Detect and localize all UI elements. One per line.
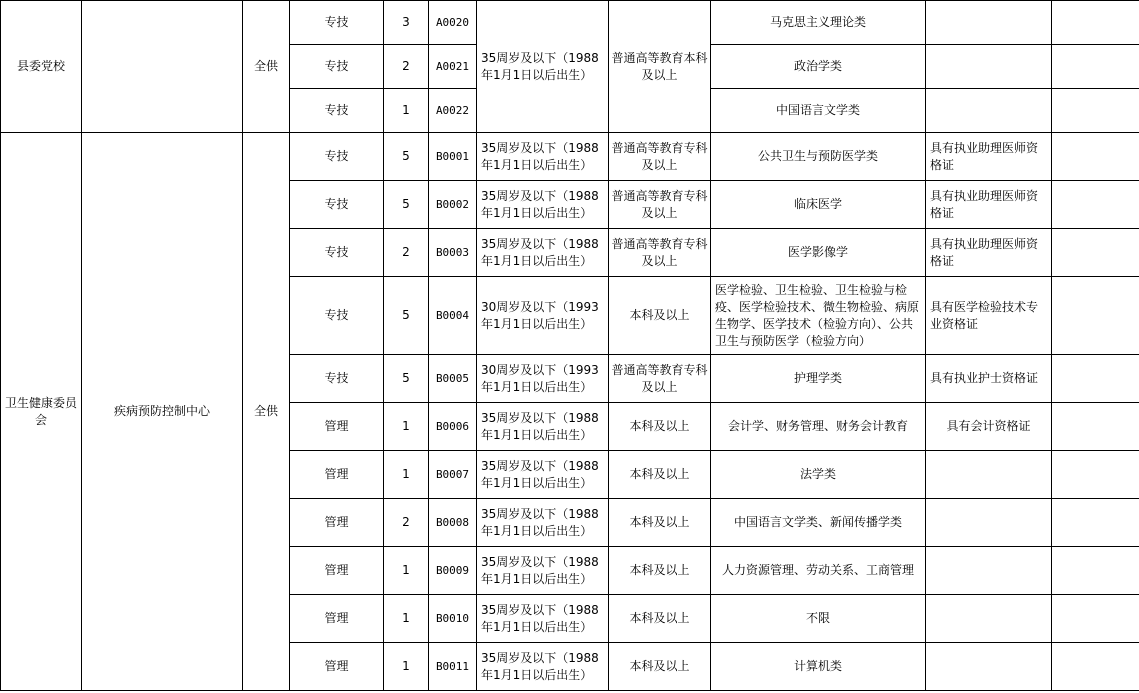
post-code-cell: B0007	[429, 451, 477, 499]
education-cell: 普通高等教育专科及以上	[609, 355, 711, 403]
post-type-cell: 管理	[290, 403, 384, 451]
certificate-cell	[926, 643, 1052, 691]
age-requirement-cell: 35周岁及以下（1988年1月1日以后出生）	[477, 229, 609, 277]
unit-cell: 县委党校	[1, 1, 82, 133]
note-cell	[1052, 277, 1139, 355]
post-code-cell: A0021	[429, 45, 477, 89]
education-cell: 普通高等教育专科及以上	[609, 133, 711, 181]
post-code-cell: B0005	[429, 355, 477, 403]
major-cell: 护理学类	[711, 355, 926, 403]
supply-cell: 全供	[243, 133, 290, 691]
education-cell: 本科及以上	[609, 643, 711, 691]
education-cell: 普通高等教育专科及以上	[609, 181, 711, 229]
post-type-cell: 专技	[290, 133, 384, 181]
certificate-cell	[926, 595, 1052, 643]
headcount-cell: 5	[384, 181, 429, 229]
age-requirement-cell: 35周岁及以下（1988年1月1日以后出生）	[477, 181, 609, 229]
post-type-cell: 管理	[290, 499, 384, 547]
education-cell: 本科及以上	[609, 499, 711, 547]
certificate-cell	[926, 499, 1052, 547]
table-row	[1, 1, 1139, 45]
headcount-cell: 2	[384, 45, 429, 89]
post-type-cell: 专技	[290, 181, 384, 229]
post-type-cell: 管理	[290, 451, 384, 499]
note-cell	[1052, 643, 1139, 691]
certificate-cell: 具有执业助理医师资格证	[926, 229, 1052, 277]
age-requirement-cell: 35周岁及以下（1988年1月1日以后出生）	[477, 403, 609, 451]
age-requirement-cell: 30周岁及以下（1993年1月1日以后出生）	[477, 355, 609, 403]
headcount-cell: 1	[384, 451, 429, 499]
department-cell	[82, 1, 243, 133]
note-cell	[1052, 403, 1139, 451]
certificate-cell: 具有医学检验技术专业资格证	[926, 277, 1052, 355]
age-requirement-cell: 35周岁及以下（1988年1月1日以后出生）	[477, 643, 609, 691]
headcount-cell: 2	[384, 229, 429, 277]
headcount-cell: 1	[384, 595, 429, 643]
certificate-cell	[926, 89, 1052, 133]
post-type-cell: 专技	[290, 45, 384, 89]
certificate-cell: 具有执业助理医师资格证	[926, 181, 1052, 229]
major-cell: 医学影像学	[711, 229, 926, 277]
certificate-cell	[926, 1, 1052, 45]
age-requirement-cell: 35周岁及以下（1988年1月1日以后出生）	[477, 451, 609, 499]
major-cell: 会计学、财务管理、财务会计教育	[711, 403, 926, 451]
headcount-cell: 1	[384, 643, 429, 691]
note-cell	[1052, 229, 1139, 277]
headcount-cell: 1	[384, 403, 429, 451]
age-requirement-cell: 35周岁及以下（1988年1月1日以后出生）	[477, 547, 609, 595]
headcount-cell: 1	[384, 89, 429, 133]
post-code-cell: B0009	[429, 547, 477, 595]
post-type-cell: 管理	[290, 547, 384, 595]
note-cell	[1052, 89, 1139, 133]
major-cell: 人力资源管理、劳动关系、工商管理	[711, 547, 926, 595]
note-cell	[1052, 1, 1139, 45]
post-code-cell: B0002	[429, 181, 477, 229]
headcount-cell: 5	[384, 133, 429, 181]
note-cell	[1052, 547, 1139, 595]
major-cell: 计算机类	[711, 643, 926, 691]
age-requirement-cell: 35周岁及以下（1988年1月1日以后出生）	[477, 1, 609, 133]
post-code-cell: B0003	[429, 229, 477, 277]
post-type-cell: 专技	[290, 1, 384, 45]
note-cell	[1052, 181, 1139, 229]
education-cell: 本科及以上	[609, 547, 711, 595]
table-body	[1, 1, 1139, 691]
education-cell: 本科及以上	[609, 277, 711, 355]
post-code-cell: B0004	[429, 277, 477, 355]
post-code-cell: B0008	[429, 499, 477, 547]
note-cell	[1052, 595, 1139, 643]
note-cell	[1052, 451, 1139, 499]
table-row	[1, 133, 1139, 181]
age-requirement-cell: 30周岁及以下（1993年1月1日以后出生）	[477, 277, 609, 355]
major-cell: 中国语言文学类、新闻传播学类	[711, 499, 926, 547]
post-type-cell: 管理	[290, 643, 384, 691]
certificate-cell: 具有执业护士资格证	[926, 355, 1052, 403]
headcount-cell: 2	[384, 499, 429, 547]
post-type-cell: 专技	[290, 277, 384, 355]
note-cell	[1052, 133, 1139, 181]
department-cell: 疾病预防控制中心	[82, 133, 243, 691]
education-cell: 普通高等教育专科及以上	[609, 229, 711, 277]
major-cell: 中国语言文学类	[711, 89, 926, 133]
major-cell: 政治学类	[711, 45, 926, 89]
post-code-cell: B0001	[429, 133, 477, 181]
age-requirement-cell: 35周岁及以下（1988年1月1日以后出生）	[477, 499, 609, 547]
post-code-cell: B0006	[429, 403, 477, 451]
post-type-cell: 管理	[290, 595, 384, 643]
headcount-cell: 1	[384, 547, 429, 595]
major-cell: 法学类	[711, 451, 926, 499]
education-cell: 本科及以上	[609, 403, 711, 451]
major-cell: 公共卫生与预防医学类	[711, 133, 926, 181]
post-type-cell: 专技	[290, 89, 384, 133]
post-type-cell: 专技	[290, 229, 384, 277]
headcount-cell: 5	[384, 277, 429, 355]
supply-cell: 全供	[243, 1, 290, 133]
post-code-cell: A0022	[429, 89, 477, 133]
post-type-cell: 专技	[290, 355, 384, 403]
certificate-cell	[926, 45, 1052, 89]
major-cell: 不限	[711, 595, 926, 643]
major-cell: 临床医学	[711, 181, 926, 229]
certificate-cell	[926, 451, 1052, 499]
education-cell: 本科及以上	[609, 451, 711, 499]
headcount-cell: 3	[384, 1, 429, 45]
education-cell: 本科及以上	[609, 595, 711, 643]
post-code-cell: A0020	[429, 1, 477, 45]
age-requirement-cell: 35周岁及以下（1988年1月1日以后出生）	[477, 133, 609, 181]
age-requirement-cell: 35周岁及以下（1988年1月1日以后出生）	[477, 595, 609, 643]
headcount-cell: 5	[384, 355, 429, 403]
note-cell	[1052, 499, 1139, 547]
certificate-cell: 具有会计资格证	[926, 403, 1052, 451]
note-cell	[1052, 355, 1139, 403]
education-cell: 普通高等教育本科及以上	[609, 1, 711, 133]
certificate-cell	[926, 547, 1052, 595]
post-code-cell: B0011	[429, 643, 477, 691]
major-cell: 马克思主义理论类	[711, 1, 926, 45]
note-cell	[1052, 45, 1139, 89]
unit-cell: 卫生健康委员会	[1, 133, 82, 691]
certificate-cell: 具有执业助理医师资格证	[926, 133, 1052, 181]
post-code-cell: B0010	[429, 595, 477, 643]
major-cell: 医学检验、卫生检验、卫生检验与检疫、医学检验技术、微生物检验、病原生物学、医学技术（检验方向）、公共卫生与预防医学（检验方向）	[711, 277, 926, 355]
